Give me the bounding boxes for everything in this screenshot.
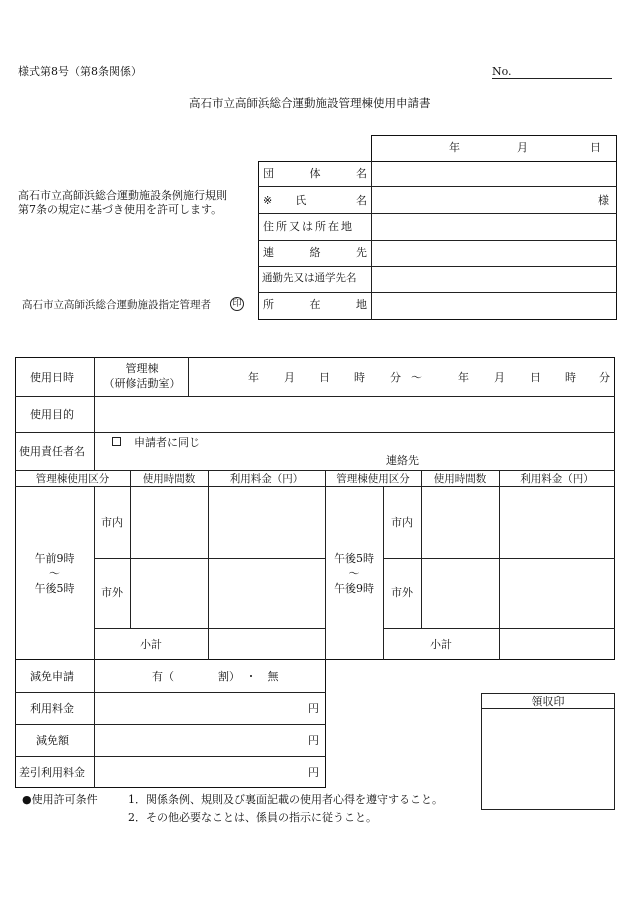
slot-am-start: 午前9時 — [34, 552, 75, 565]
date-year-label: 年 — [449, 141, 460, 154]
header-hours-right: 使用時間数 — [433, 473, 487, 485]
date-month-label: 月 — [517, 141, 528, 154]
date-day-label: 日 — [590, 141, 601, 154]
header-hours-left: 使用時間数 — [142, 473, 196, 485]
exemption-value: 有（ 割） ・ 無 — [152, 670, 279, 683]
slot-pm-start: 午後5時 — [334, 552, 374, 565]
no-underline — [492, 78, 612, 79]
usage-table — [15, 357, 615, 660]
facility-line-2: （研修活動室） — [103, 377, 181, 390]
to-minute: 分 — [599, 371, 610, 384]
no-label: No. — [492, 65, 512, 78]
name-label: ※ 氏 名 — [263, 194, 367, 207]
subtotal-left: 小計 — [140, 638, 162, 651]
header-fee-left: 利用料金（円） — [229, 473, 304, 485]
purpose-label: 使用目的 — [30, 408, 74, 421]
seal-mark: 印 — [230, 297, 244, 311]
sama-suffix: 様 — [598, 194, 609, 207]
receipt-label: 領収印 — [531, 695, 565, 708]
workplace-label: 通勤先又は通学先名 — [262, 272, 357, 284]
condition-item-2: 2．その他必要なことは、係員の指示に従うこと。 — [128, 811, 377, 824]
exempt-amount-yen: 円 — [308, 734, 319, 747]
in-city-left: 市内 — [101, 516, 123, 529]
contact-label: 連 絡 先 — [263, 246, 367, 259]
manager-name: 高石市立高師浜総合運動施設指定管理者 — [22, 299, 211, 311]
fee-yen: 円 — [308, 702, 319, 715]
header-fee-right: 利用料金（円） — [520, 473, 594, 485]
slot-am-tilde: ～ — [49, 567, 60, 580]
slot-pm-end: 午後9時 — [334, 582, 374, 595]
exempt-amount-label: 減免額 — [36, 734, 69, 747]
form-number: 様式第8号（第8条関係） — [18, 65, 142, 78]
org-name-label: 団 体 名 — [263, 167, 367, 180]
from-day: 日 — [319, 371, 330, 384]
subtotal-right: 小計 — [430, 638, 452, 651]
from-month: 月 — [284, 371, 295, 384]
out-city-left: 市外 — [101, 586, 123, 599]
address-label: 住所又は所在地 — [263, 220, 354, 233]
checkbox-label: 申請者に同じ — [134, 436, 200, 449]
in-city-right: 市内 — [391, 516, 413, 529]
usage-date-label: 使用日時 — [30, 371, 74, 384]
fee-label: 利用料金 — [30, 702, 74, 715]
receipt-stamp-box — [481, 693, 615, 810]
from-hour: 時 — [354, 371, 365, 384]
responsible-label: 使用責任者名 — [19, 445, 85, 458]
header-category-left: 管理棟使用区分 — [35, 473, 110, 485]
slot-pm-tilde: ～ — [348, 567, 360, 580]
from-year: 年 — [248, 371, 259, 384]
from-minute: 分 — [390, 371, 401, 384]
to-day: 日 — [530, 371, 541, 384]
permission-line-2: 第7条の規定に基づき使用を許可します。 — [18, 203, 223, 216]
facility-line-1: 管理棟 — [125, 362, 159, 375]
location-label: 所 在 地 — [263, 298, 367, 311]
header-category-right: 管理棟使用区分 — [336, 473, 410, 485]
same-as-applicant-checkbox[interactable] — [112, 437, 121, 446]
exemption-label: 減免申請 — [30, 670, 74, 683]
permission-line-1: 高石市立高師浜総合運動施設条例施行規則 — [18, 189, 227, 202]
net-fee-label: 差引利用料金 — [19, 766, 85, 779]
to-year: 年 — [458, 371, 469, 384]
page-title: 高石市立高師浜総合運動施設管理棟使用申請書 — [189, 96, 431, 110]
net-fee-yen: 円 — [308, 766, 319, 779]
to-month: 月 — [494, 371, 505, 384]
out-city-right: 市外 — [391, 586, 413, 599]
range-tilde: ～ — [411, 371, 422, 384]
slot-am-end: 午後5時 — [34, 582, 75, 595]
conditions-label: ●使用許可条件 — [22, 793, 98, 806]
responsible-contact-label: 連絡先 — [386, 454, 419, 467]
condition-item-1: 1．関係条例、規則及び裏面記載の使用者心得を遵守すること。 — [128, 793, 443, 806]
date-box — [371, 135, 617, 161]
to-hour: 時 — [565, 371, 576, 384]
